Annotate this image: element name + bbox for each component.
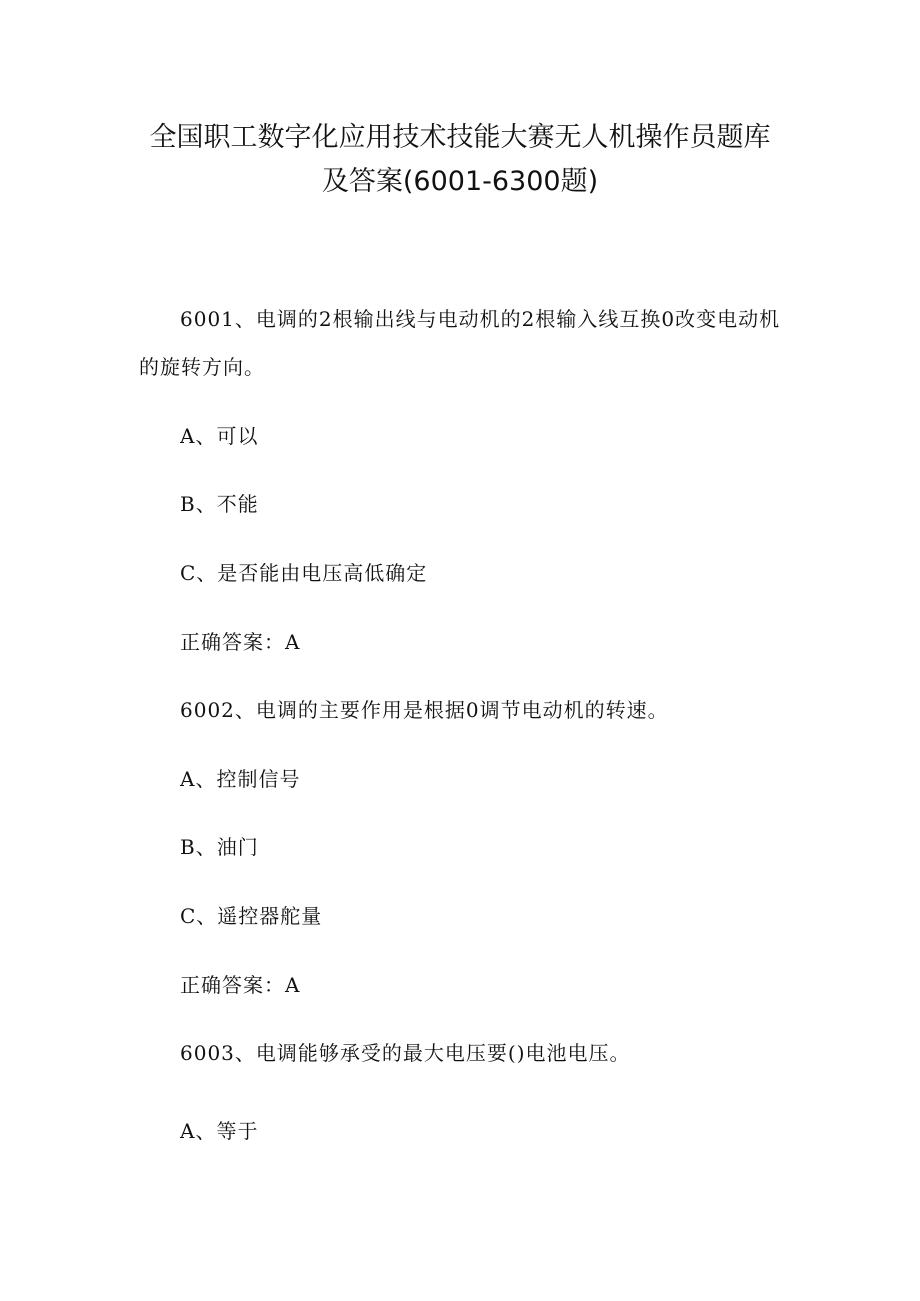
question-6002-stem: 6002、电调的主要作用是根据0调节电动机的转速。 — [180, 698, 669, 722]
document-title-line-1: 全国职工数字化应用技术技能大赛无人机操作员题库 — [149, 122, 771, 153]
question-6001-option-a: A、可以 — [180, 424, 259, 448]
question-6001-option-c: C、是否能由电压高低确定 — [180, 561, 428, 585]
question-6001-stem: 6001、电调的2根输出线与电动机的2根输入线互换0改变电动机 — [180, 307, 781, 331]
question-6001-option-b: B、不能 — [180, 492, 259, 516]
question-6002-option-b: B、油门 — [180, 835, 259, 859]
question-6003-option-a: A、等于 — [180, 1119, 259, 1143]
question-6003-stem: 6003、电调能够承受的最大电压要()电池电压。 — [180, 1041, 631, 1065]
question-6002-option-c: C、遥控器舵量 — [180, 904, 323, 928]
document-title-line-2: 及答案(6001-6300题) — [321, 166, 599, 197]
question-6002-answer: 正确答案：A — [180, 973, 301, 997]
question-6001-stem-continued: 的旋转方向。 — [139, 355, 265, 379]
question-6001-answer: 正确答案：A — [180, 630, 301, 654]
question-6002-option-a: A、控制信号 — [180, 767, 301, 791]
